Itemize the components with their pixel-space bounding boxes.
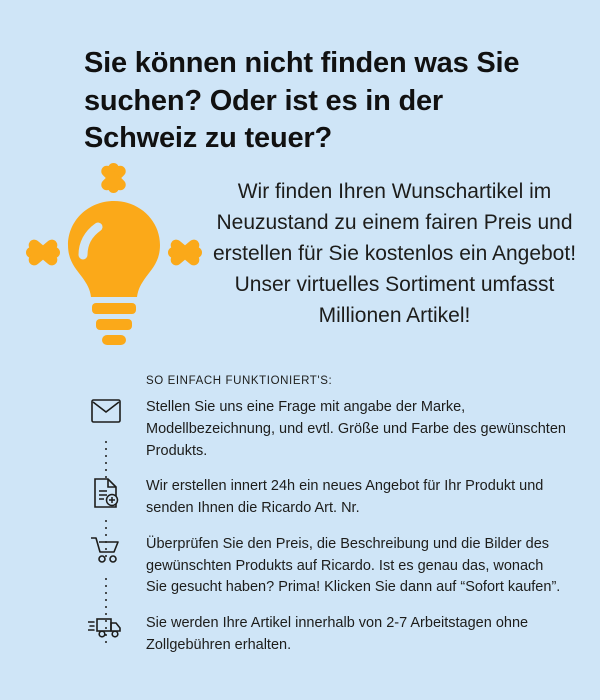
intro-section bbox=[0, 155, 600, 370]
shopping-cart-icon bbox=[78, 534, 134, 564]
intro-text: Wir finden Ihren Wunschartikel im Neuzustand zu einem fairen Preis und erstellen für Sie kostenlos ein Angebot! Unser virtuelles Sortiment umfasst Millionen Artikel! bbox=[212, 180, 577, 328]
document-add-icon bbox=[78, 476, 134, 508]
step-text: Wir erstellen innert 24h ein neues Angebot für Ihr Produkt und senden Ihnen die Ricardo Art. Nr. bbox=[146, 478, 544, 516]
step-item bbox=[78, 534, 578, 599]
step-text: Überprüfen Sie den Preis, die Beschreibung und die Bilder des gewünschten Produkts auf Ricardo. Ist es genau das, wonach Sie gesucht haben? Prima! Klicken Sie dann auf “Sofort kaufen”. bbox=[146, 535, 561, 596]
step-item bbox=[78, 397, 578, 462]
page-title: Sie können nicht finden was Sie suchen? Oder ist es in der Schweiz zu teuer? bbox=[84, 47, 520, 154]
delivery-truck-icon bbox=[78, 613, 134, 639]
step-text: Sie werden Ihre Artikel innerhalb von 2-7 Arbeitstagen ohne Zollgebühren erhalten. bbox=[146, 615, 529, 653]
step-item bbox=[78, 613, 578, 657]
step-item bbox=[78, 476, 578, 520]
lightbulb-icon bbox=[22, 163, 202, 353]
steps-section bbox=[78, 375, 578, 665]
step-text: Stellen Sie uns eine Frage mit angabe der Marke, Modellbezeichnung, und evtl. Größe und Farbe des gewünschten Produkts. bbox=[146, 399, 566, 459]
envelope-icon bbox=[78, 397, 134, 423]
steps-title: SO EINFACH FUNKTIONIERT'S: bbox=[146, 375, 333, 387]
